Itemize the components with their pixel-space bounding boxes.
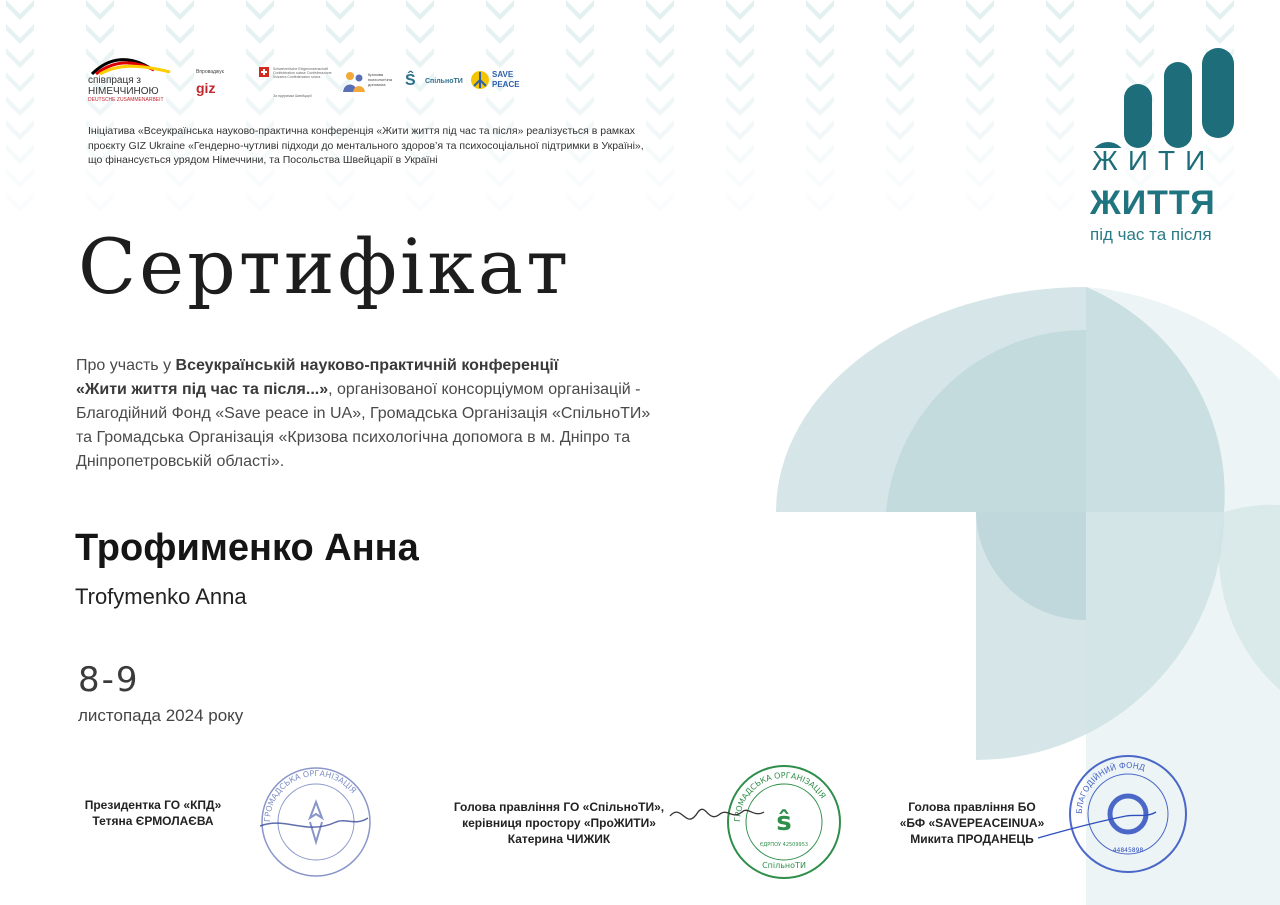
spilnoty-mark-icon: Ŝ <box>405 72 416 89</box>
recipient-name-en: Trofymenko Anna <box>75 584 247 609</box>
event-dates: 8-9 <box>78 660 140 700</box>
signature-kpd-line1: Президентка ГО «КПД» <box>84 798 222 812</box>
stamp-spilnoty <box>668 762 848 880</box>
stamp-spilnoty-mark: ŝ <box>776 807 792 837</box>
brand-top: ЖИТИ <box>1092 145 1216 176</box>
signature-savepeace-line1: Голова правління БО <box>908 800 1036 814</box>
signature-kpd <box>72 797 234 829</box>
event-month-year: листопада 2024 року <box>78 706 244 725</box>
stamp-spilnoty-bottom: СпільноТИ <box>762 861 806 870</box>
signature-spilnoty-line1: Голова правління ГО «СпільноТИ», <box>453 800 665 814</box>
brand-middle: ЖИТТЯ <box>1090 184 1216 222</box>
swiss-embassy: За підтримки Швейцарії <box>273 94 312 98</box>
stamp-spilnoty-ring-text: ГРОМАДСЬКА ОРГАНІЗАЦІЯ <box>732 770 828 823</box>
savepeace-name <box>492 70 520 90</box>
germany-line3: DEUTSCHE ZUSAMMENARBEIT <box>88 97 164 103</box>
recipient-name-ua: Трофименко Анна <box>75 527 419 569</box>
desc-line2 <box>76 378 766 402</box>
signature-spilnoty-line3: Катерина ЧИЖИК <box>507 832 611 846</box>
spilnoty-name: СпільноТИ <box>425 78 463 85</box>
stamp-kpd-ring-text: ГРОМАДСЬКА ОРГАНІЗАЦІЯ <box>262 768 358 823</box>
desc-line4: та Громадська Організація «Кризова психологічна допомога в м. Дніпро та <box>76 429 631 446</box>
signature-scribble-icon <box>670 809 764 819</box>
kpd-people-icon <box>342 70 366 94</box>
desc-rest1: , організованої консорціумом організацій - <box>328 381 641 398</box>
trident-icon <box>310 802 322 842</box>
certificate-description <box>76 354 766 474</box>
kpd-logo <box>342 70 392 99</box>
germany-flag-icon <box>90 54 172 76</box>
germany-line2: НІМЕЧЧИНОЮ <box>88 86 159 97</box>
brand-bottom: під час та після <box>1090 225 1212 244</box>
signature-savepeace-line2: «БФ «SAVEPEACEINUA» <box>899 816 1045 830</box>
savepeace-line1: SAVE <box>492 70 514 79</box>
desc-prefix: Про участь у <box>76 357 176 374</box>
initiative-line1: Ініціатива «Всеукраїнська науково-практична конференція «Жити життя під час та після» реалізується в рамках <box>88 125 636 137</box>
desc-line3: Благодійний Фонд «Save peace in UA», Громадська Організація «СпільноТИ» <box>76 405 651 422</box>
stamp-savepeace <box>1036 752 1196 876</box>
stamp-spilnoty-code: ЄДРПОУ 42509953 <box>759 842 809 848</box>
giz-implemented-by: Впроваджує <box>196 69 225 75</box>
signature-savepeace <box>892 799 1052 847</box>
desc-line1 <box>76 354 766 378</box>
desc-bold1: Всеукраїнській науково-практичній конференції <box>175 357 559 374</box>
initiative-line2: проєкту GIZ Ukraine «Гендерно-чутливі підходи до ментального здоров’я та психосоціальної підтримки в Україні», <box>88 139 644 152</box>
signature-savepeace-line3: Микита ПРОДАНЕЦЬ <box>910 832 1034 846</box>
initiative-text <box>88 124 708 168</box>
germany-cooperation-logo <box>88 54 178 102</box>
giz-name: giz <box>196 80 216 96</box>
desc-bold2: «Жити життя під час та після...» <box>76 381 329 398</box>
signature-scribble-icon <box>1038 812 1156 838</box>
savepeace-line2: PEACE <box>492 80 520 89</box>
kpd-name: Кризова психологічна допомога <box>368 72 392 87</box>
signature-spilnoty <box>443 799 675 847</box>
stamp-savepeace-code: 44845898 <box>1112 847 1144 854</box>
savepeace-logo <box>470 70 520 95</box>
stamp-kpd <box>256 766 376 878</box>
zhyty-zhyttia-logo <box>1084 48 1244 248</box>
savepeace-stamp-icon <box>1110 796 1146 832</box>
brand-bars-icon <box>1084 48 1244 148</box>
certificate-title: Сертифікат <box>78 222 572 311</box>
signature-spilnoty-line2: керівниця простору «ПроЖИТИ» <box>462 816 656 830</box>
signature-scribble-icon <box>260 818 368 827</box>
initiative-line3: що фінансується урядом Німеччини, та Посольства Швейцарії в Україні <box>88 154 438 166</box>
savepeace-icon <box>470 70 490 90</box>
stamp-savepeace-ring-text: БЛАГОДІЙНИЙ ФОНД <box>1074 760 1147 815</box>
germany-line1: співпраця з <box>88 75 141 86</box>
swiss-cross-icon <box>259 67 269 77</box>
swiss-text: Schweizerische Eidgenossenschaft Confédération suisse Confederazione Svizzera Confederaziun svizra <box>273 67 332 79</box>
desc-line5: Дніпропетровській області». <box>76 453 285 470</box>
signature-kpd-line2: Тетяна ЄРМОЛАЄВА <box>92 814 214 828</box>
